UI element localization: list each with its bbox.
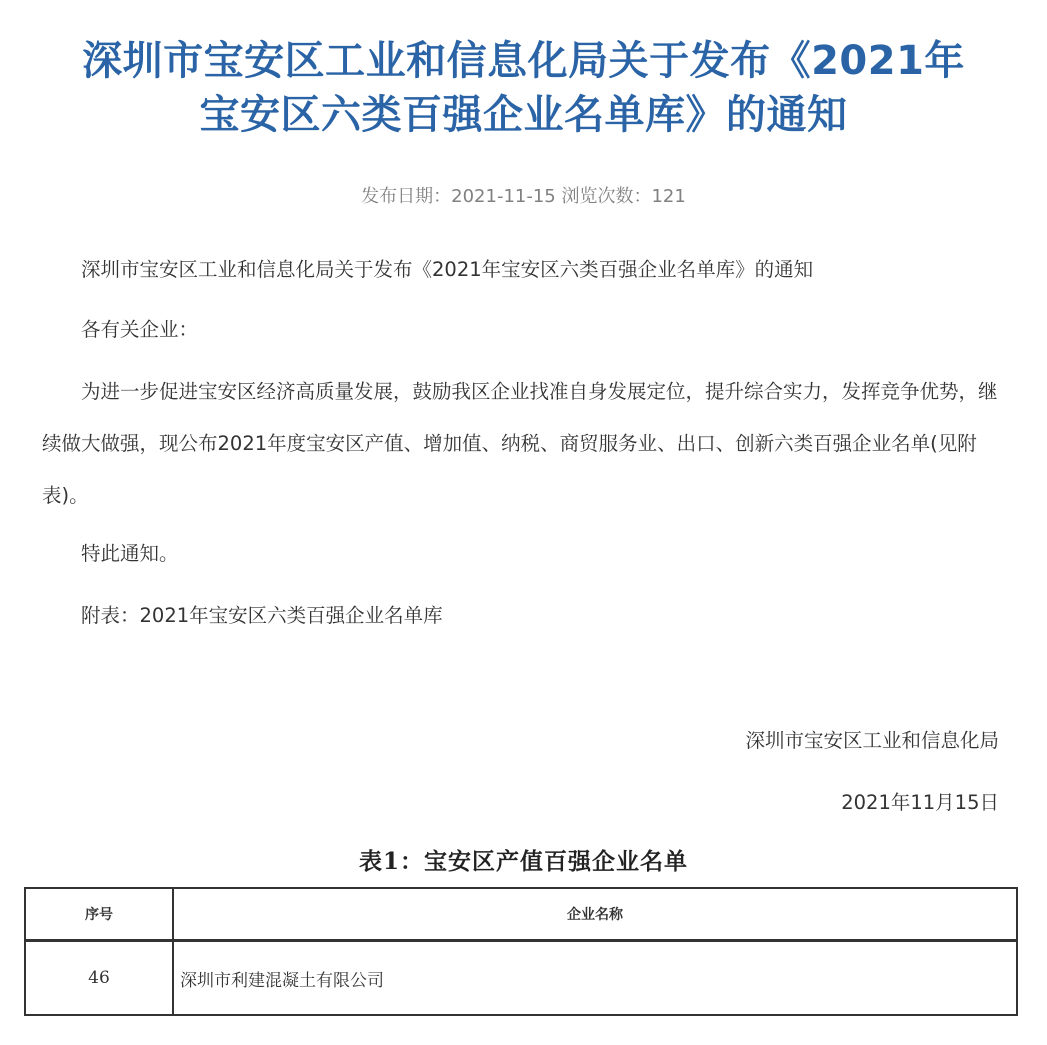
- row-company-cell: 深圳市利建混凝土有限公司: [173, 941, 1017, 1016]
- attachment-paragraph: 附表：2021年宝安区六类百强企业名单库: [81, 604, 443, 627]
- signature-organization: 深圳市宝安区工业和信息化局: [745, 729, 999, 752]
- row-number-cell: 46: [25, 941, 173, 1016]
- page-title: [40, 34, 1007, 142]
- notice-heading-paragraph: 深圳市宝安区工业和信息化局关于发布《2021年宝安区六类百强企业名单库》的通知: [81, 258, 814, 281]
- page-title-line1: 深圳市宝安区工业和信息化局关于发布《2021年: [82, 38, 965, 84]
- table-title: 表1：宝安区产值百强企业名单: [358, 848, 688, 875]
- header-company-name: 企业名称: [173, 888, 1017, 941]
- publish-date-label: 发布日期：: [361, 186, 452, 207]
- publish-date-value: 2021-11-15: [451, 186, 556, 207]
- table-header-row: [25, 888, 1017, 941]
- closing-paragraph: 特此通知。: [81, 542, 179, 565]
- table-row: [25, 941, 1017, 1016]
- header-number: 序号: [25, 888, 173, 941]
- main-paragraph: 为进一步促进宝安区经济高质量发展，鼓励我区企业找准自身发展定位，提升综合实力，发挥竞争优势，继续做大做强，现公布2021年度宝安区产值、增加值、纳税、商贸服务业、出口、创新六类百强企业名单(见附表)。: [42, 380, 998, 507]
- company-table: [24, 887, 1018, 1016]
- salutation-paragraph: 各有关企业：: [81, 318, 199, 341]
- view-count-label: 浏览次数：: [561, 186, 652, 207]
- article-meta: [0, 184, 1047, 210]
- signature-date: 2021年11月15日: [841, 791, 999, 814]
- view-count-value: 121: [651, 186, 686, 207]
- page-title-line2: 宝安区六类百强企业名单库》的通知: [199, 92, 848, 138]
